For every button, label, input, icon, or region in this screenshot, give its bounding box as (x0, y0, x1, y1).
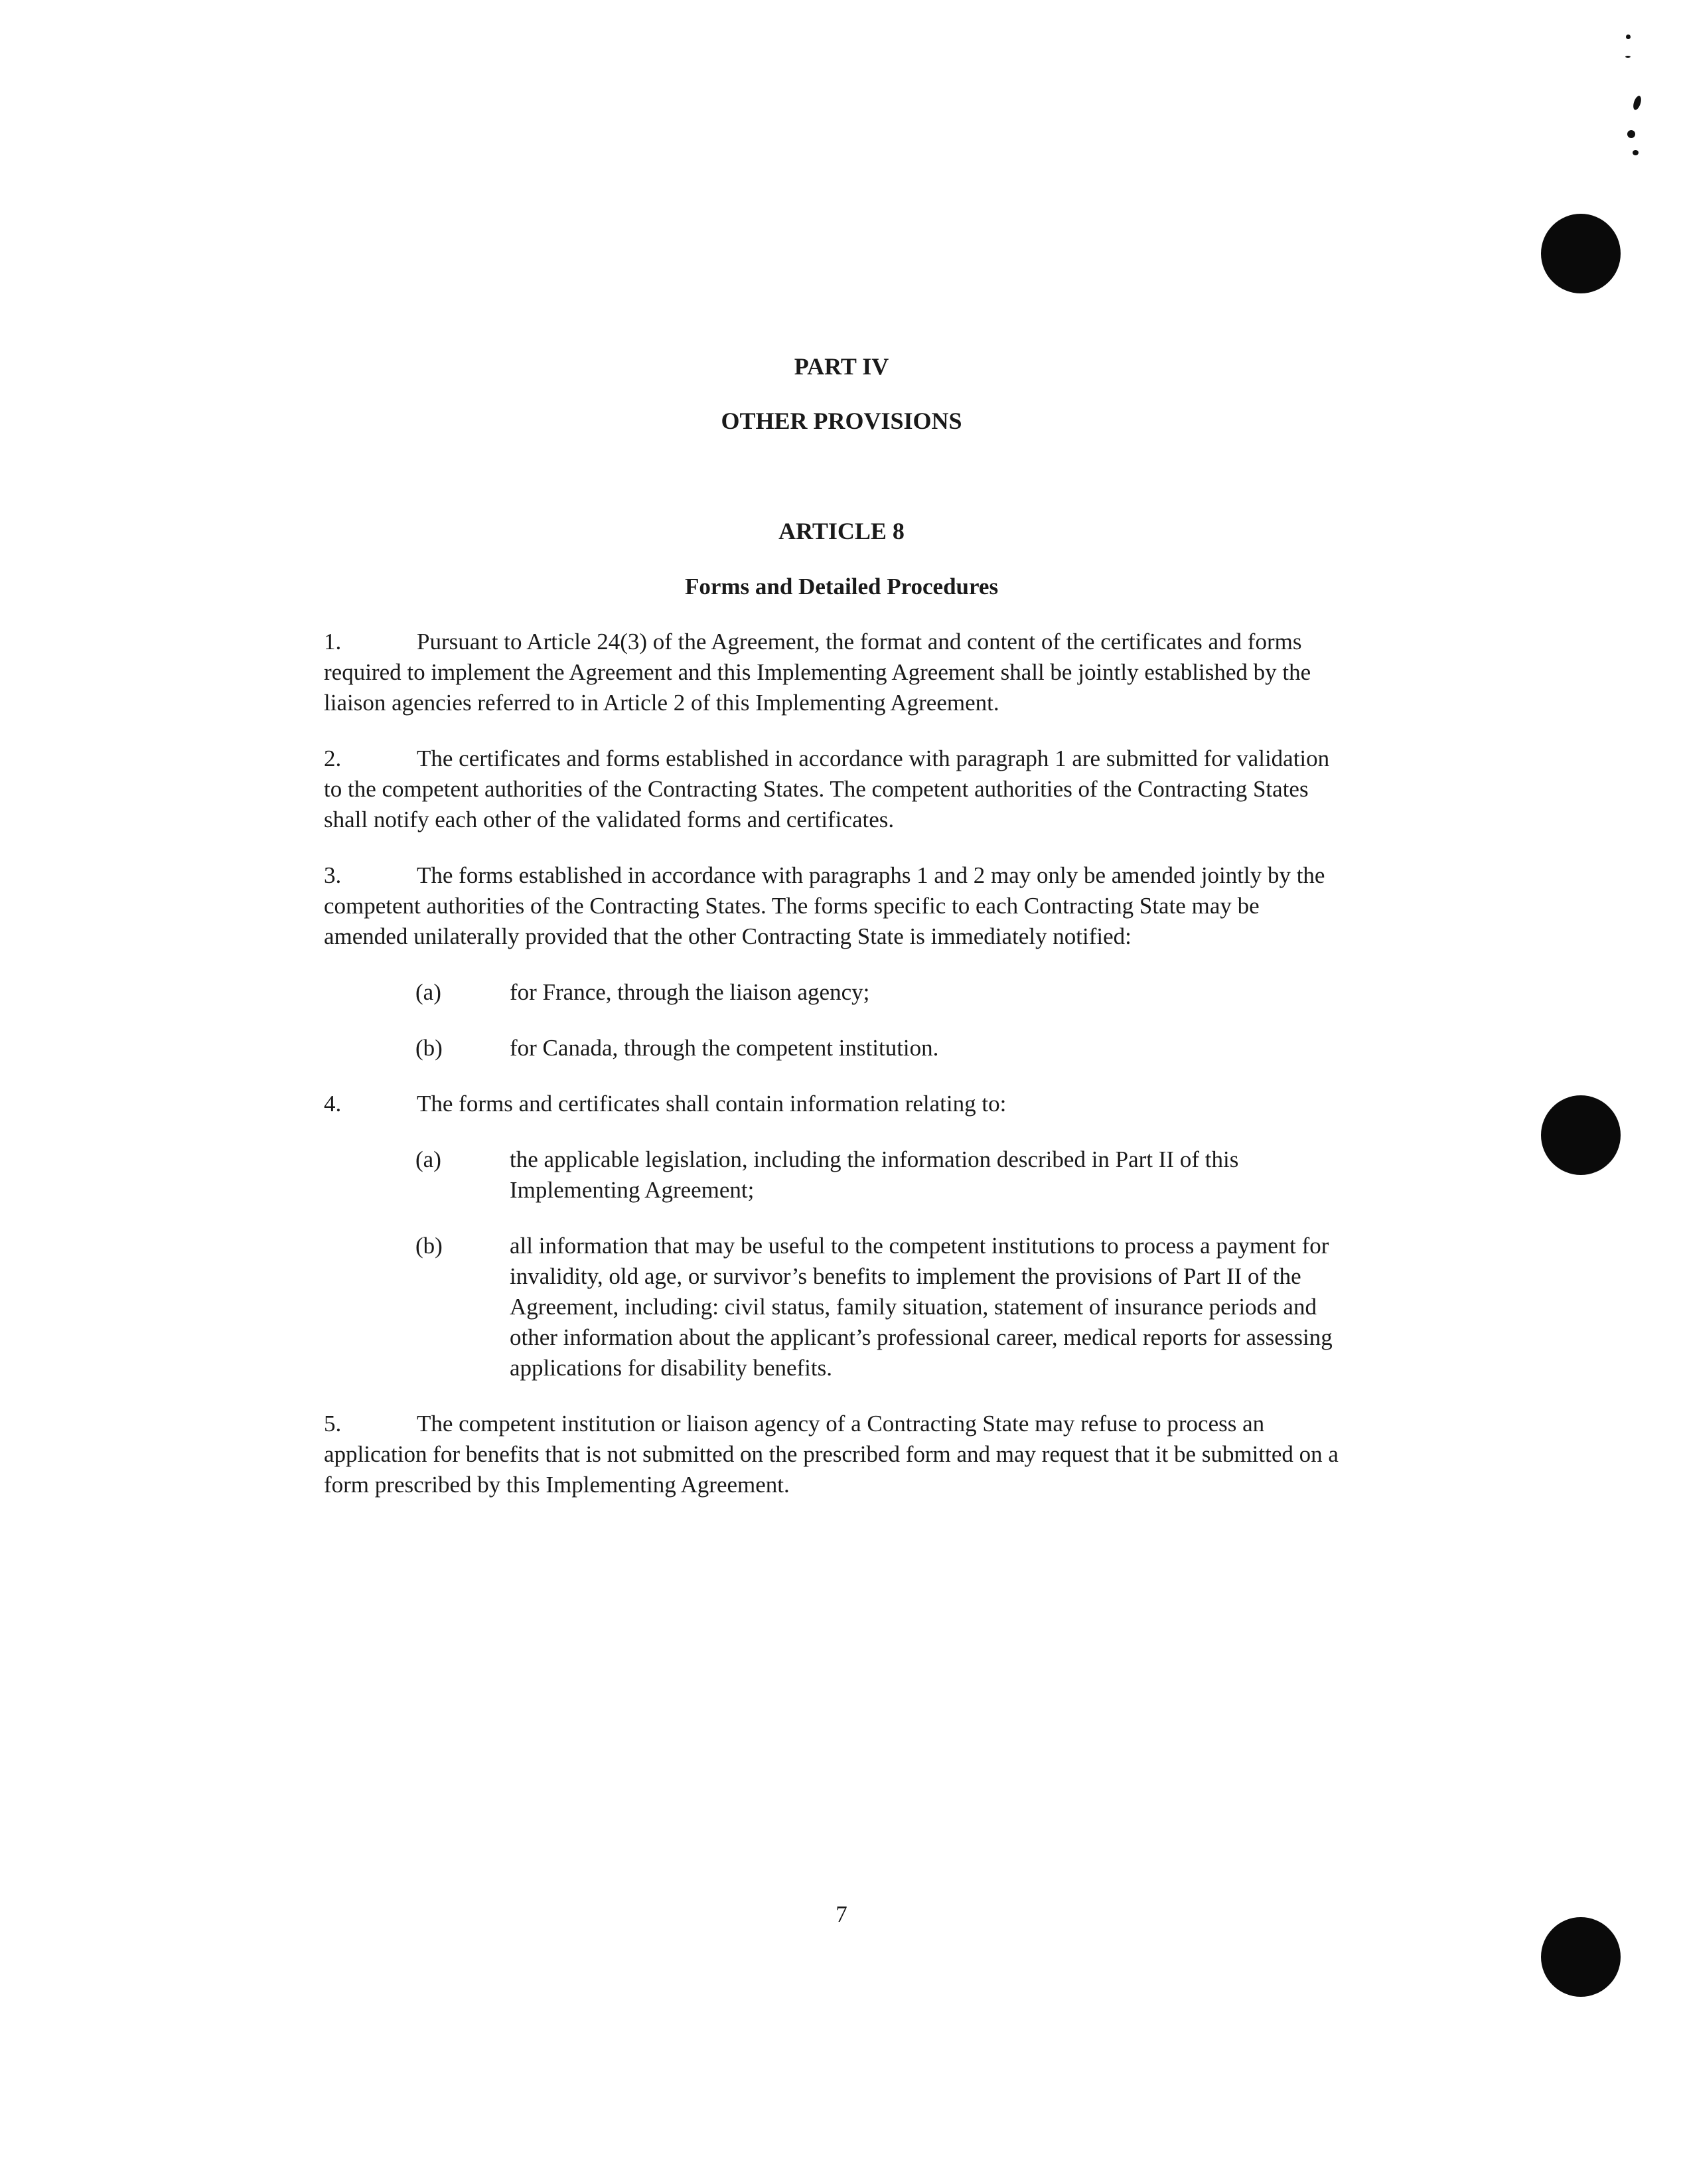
scan-speck (1632, 95, 1643, 111)
list-item-label: (b) (415, 1035, 443, 1061)
paragraph-3 (324, 860, 1346, 952)
scan-speck (1626, 35, 1631, 39)
list-item-4b (324, 1231, 1346, 1383)
punch-hole-bottom (1541, 1917, 1621, 1997)
paragraph-number: 2. (324, 745, 342, 771)
scan-speck (1625, 56, 1631, 58)
paragraph-text: The forms and certificates shall contain information relating to: (417, 1091, 1007, 1117)
list-item-3b (324, 1033, 1346, 1063)
part-heading: PART IV (794, 353, 889, 380)
list-item-label: (a) (415, 1146, 441, 1172)
list-item-text: all information that may be useful to the competent institutions to process a payment for invalidity, old age, or survivor’s benefits to implement the provisions of Part II of the Agreement, including: civil status, family situation, statement of insurance periods and other information about the applicant’s professional career, medical reports for assessing applications for disability benefits. (510, 1233, 1333, 1381)
list-item-4a (324, 1144, 1346, 1206)
article-heading: ARTICLE 8 (778, 518, 905, 544)
paragraph-number: 4. (324, 1091, 342, 1117)
article-body (324, 627, 1346, 1525)
list-item-label: (a) (415, 979, 441, 1005)
paragraph-2 (324, 743, 1346, 835)
punch-hole-middle (1541, 1095, 1621, 1175)
paragraph-5 (324, 1409, 1346, 1500)
list-item-3a (324, 977, 1346, 1008)
list-item-text: for Canada, through the competent institution. (510, 1035, 939, 1061)
paragraph-text: The competent institution or liaison agency of a Contracting State may refuse to process an application for benefits that is not submitted on the prescribed form and may request that it be submitted on a form prescribed by this Implementing Agreement. (324, 1411, 1339, 1498)
list-item-text: the applicable legislation, including the information described in Part II of this Implementing Agreement; (510, 1146, 1239, 1203)
list-item-label: (b) (415, 1233, 443, 1259)
paragraph-1 (324, 627, 1346, 718)
paragraph-text: The certificates and forms established in accordance with paragraph 1 are submitted for validation to the competent authorities of the Contracting States. The competent authorities of the Contracting States shall notify each other of the validated forms and certificates. (324, 745, 1330, 832)
punch-hole-top (1541, 214, 1621, 293)
paragraph-number: 3. (324, 862, 342, 888)
paragraph-text: The forms established in accordance with paragraphs 1 and 2 may only be amended jointly by the competent authorities of the Contracting States. The forms specific to each Contracting State may be amended unilaterally provided that the other Contracting State is immediately notified: (324, 862, 1325, 949)
list-item-text: for France, through the liaison agency; (510, 979, 870, 1005)
scan-speck (1627, 130, 1635, 138)
page-number: 7 (836, 1901, 847, 1927)
paragraph-4 (324, 1089, 1346, 1119)
scan-speck (1633, 150, 1639, 155)
paragraph-number: 1. (324, 629, 342, 655)
article-title: Forms and Detailed Procedures (684, 574, 999, 599)
paragraph-number: 5. (324, 1411, 342, 1437)
part-title: OTHER PROVISIONS (721, 408, 962, 434)
paragraph-text: Pursuant to Article 24(3) of the Agreement, the format and content of the certificates and forms required to implement the Agreement and this Implementing Agreement shall be jointly established by the liaison agencies referred to in Article 2 of this Implementing Agreement. (324, 629, 1311, 716)
